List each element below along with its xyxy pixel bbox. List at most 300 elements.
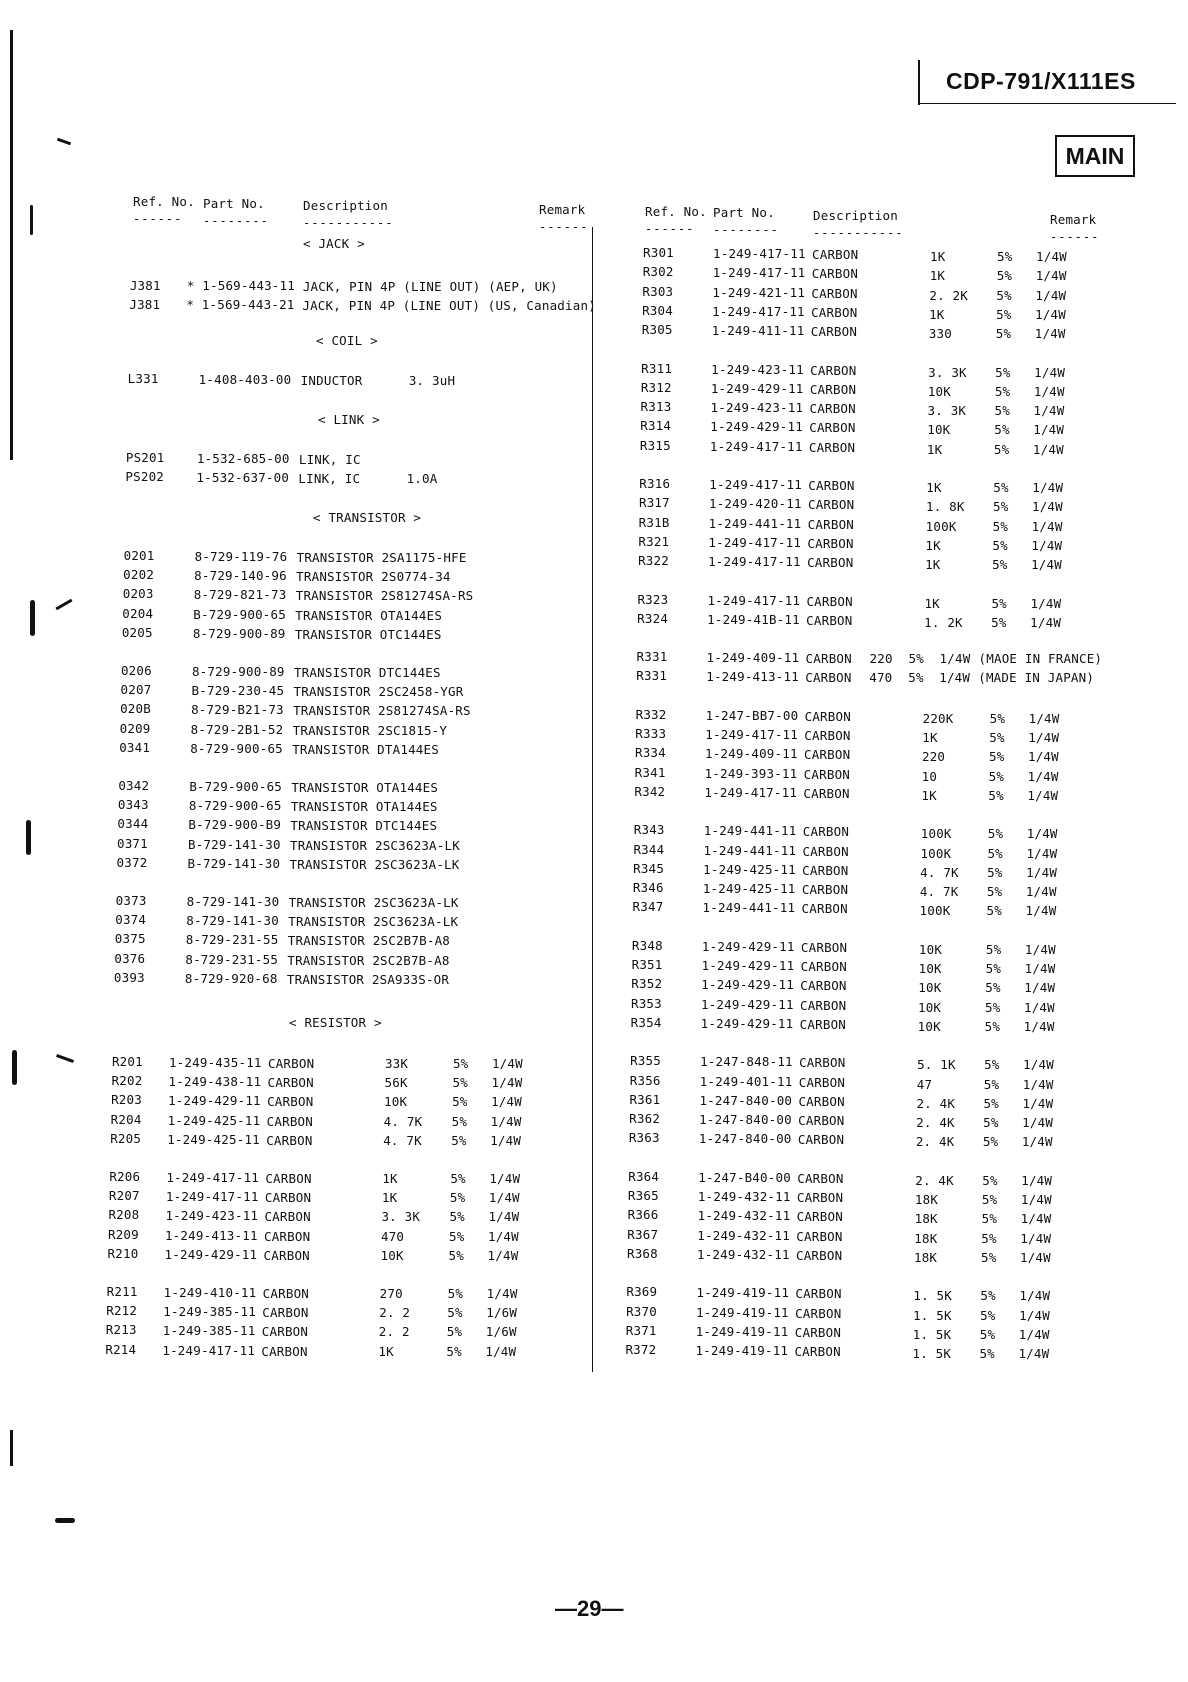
part-no: 1-249-417-11: [709, 438, 803, 454]
scan-mark: [30, 600, 35, 636]
tolerance: 5%: [450, 1171, 466, 1186]
wattage: 1/4W: [1035, 287, 1067, 303]
tolerance: 5%: [987, 826, 1004, 842]
ref-no: 0342: [118, 778, 150, 793]
ref-no: R209: [107, 1226, 139, 1242]
description: CARBON: [806, 612, 853, 628]
tolerance: 5%: [984, 1057, 1000, 1073]
ref-no: R365: [627, 1188, 659, 1203]
part-no: 8-729-141-30: [186, 894, 280, 909]
ref-no: PS201: [125, 450, 165, 465]
resistor-value: 100K: [925, 518, 957, 534]
tolerance: 5%: [979, 1346, 995, 1362]
description: CARBON: [265, 1171, 312, 1186]
group-heading: < TRANSISTOR >: [313, 510, 422, 525]
description: TRANSISTOR 2SC2458-YGR: [293, 684, 464, 700]
part-no: 8-729-900-89: [191, 664, 285, 679]
part-no: B-729-141-30: [187, 855, 281, 871]
resistor-value: 1. 5K: [913, 1288, 952, 1304]
wattage: 1/4W: [1028, 710, 1060, 726]
ref-no: R362: [629, 1111, 661, 1127]
description: CARBON: [794, 1344, 841, 1360]
tolerance: 5%: [988, 768, 1005, 784]
model-number: CDP-791/X111ES: [946, 68, 1136, 94]
tolerance: 5%: [988, 787, 1004, 803]
part-no: 1-249-429-11: [700, 996, 794, 1012]
wattage: 1/6W: [485, 1324, 517, 1340]
description: CARBON: [264, 1209, 311, 1225]
ref-no: R302: [642, 264, 674, 280]
resistor-value: 1K: [921, 787, 937, 803]
part-no: 1-249-393-11: [704, 765, 798, 781]
part-no: 1-249-441-11: [702, 900, 796, 916]
resistor-value: 1K: [382, 1171, 398, 1186]
part-no: 1-249-425-11: [702, 881, 796, 897]
resistor-value: 220: [869, 651, 893, 667]
resistor-value: 18K: [914, 1230, 938, 1246]
group-heading: < RESISTOR >: [289, 1015, 382, 1030]
ref-no: 0205: [121, 624, 153, 640]
ref-no: R348: [631, 937, 663, 953]
part-no: * 1-569-443-21: [186, 297, 295, 313]
wattage: 1/4W: [487, 1247, 519, 1263]
left-header-underline: -----------: [303, 216, 394, 230]
description: CARBON: [801, 901, 848, 917]
part-no: 1-249-421-11: [712, 284, 806, 300]
part-no: B-729-141-30: [187, 836, 281, 852]
description: CARBON: [804, 728, 851, 743]
right-header-underline: ------: [645, 222, 695, 236]
resistor-value: 4. 7K: [920, 864, 959, 880]
ref-no: 0201: [123, 548, 155, 563]
part-no: 1-247-B40-00: [698, 1169, 791, 1185]
tolerance: 5%: [996, 287, 1012, 303]
tolerance: 5%: [981, 1211, 998, 1227]
description: CARBON: [799, 1016, 847, 1032]
part-no: 1-249-423-11: [710, 400, 804, 416]
ref-no: R352: [631, 976, 663, 992]
part-no: 1-249-413-11: [706, 669, 799, 685]
resistor-value: 4. 7K: [919, 884, 959, 900]
resistor-value: 1K: [924, 595, 940, 611]
part-no: 8-729-231-55: [185, 932, 279, 948]
part-no: 8-729-900-65: [190, 740, 283, 756]
wattage: 1/4W: [490, 1132, 522, 1148]
ref-no: R331: [636, 668, 668, 684]
tolerance: 5%: [987, 845, 1003, 861]
wattage: 1/4W: [1027, 787, 1059, 803]
resistor-value: 1K: [929, 268, 946, 284]
tolerance: 5%: [451, 1113, 468, 1129]
wattage: 1/6W: [486, 1305, 518, 1321]
part-no: 1-249-432-11: [696, 1246, 790, 1262]
scan-edge-mark: [10, 30, 13, 460]
header-rule: [918, 60, 920, 105]
tolerance: 5%: [995, 326, 1012, 342]
ref-no: R341: [634, 764, 666, 780]
description: CARBON: [802, 843, 849, 859]
part-no: 8-729-119-76: [194, 549, 288, 564]
ref-no: 0393: [113, 969, 145, 985]
description: TRANSISTOR OTA144ES: [291, 780, 439, 795]
tolerance: 5%: [982, 1172, 998, 1188]
wattage: 1/4W: [1030, 614, 1062, 630]
resistor-value: 2. 2: [378, 1324, 410, 1340]
ref-no: R334: [634, 745, 666, 761]
wattage: 1/4W: [1031, 499, 1063, 515]
wattage: 1/4W: [1028, 730, 1060, 745]
ref-no: 0203: [122, 586, 154, 602]
resistor-value: 2. 2: [379, 1305, 411, 1321]
resistor-value: 10K: [918, 961, 942, 976]
resistor-value: 1K: [925, 557, 941, 573]
ref-no: 0371: [116, 835, 148, 851]
wattage: 1/4W: [939, 670, 971, 686]
description: CARBON: [811, 285, 858, 301]
ref-no: R346: [632, 880, 664, 896]
description: LINK, IC: [298, 452, 361, 467]
tolerance: 5%: [985, 941, 1002, 957]
wattage: 1/4W: [1019, 1288, 1051, 1304]
description: TRANSISTOR 2SC1815-Y: [292, 722, 448, 738]
resistor-value: 10K: [918, 980, 942, 996]
ref-no: 0341: [119, 739, 151, 755]
description: CARBON: [266, 1132, 313, 1148]
part-no: 1-249-425-11: [703, 861, 796, 877]
ref-no: R351: [631, 957, 663, 972]
tolerance: 5%: [449, 1209, 465, 1225]
tolerance: 5%: [981, 1230, 997, 1246]
wattage: 1/4W: [1022, 1095, 1054, 1111]
right-header-remark: Remark: [1050, 212, 1097, 227]
part-no: 1-249-417-11: [712, 265, 806, 281]
resistor-value: 2. 4K: [915, 1134, 955, 1150]
tolerance: 5%: [446, 1343, 462, 1359]
part-no: 1-249-429-11: [701, 938, 795, 954]
left-header-underline: ------: [133, 212, 183, 226]
tolerance: 5%: [447, 1286, 464, 1301]
tolerance: 5%: [984, 1018, 1001, 1034]
part-no: 1-249-417-11: [704, 784, 798, 800]
part-no: 1-249-435-11: [168, 1055, 262, 1070]
wattage: 1/4W: [1036, 249, 1067, 264]
ref-no: R31B: [638, 514, 670, 530]
part-no: B-729-900-B9: [188, 817, 282, 833]
description: JACK, PIN 4P (LINE OUT) (AEP, UK): [302, 279, 558, 294]
part-no: 1-249-417-11: [708, 554, 801, 570]
wattage: 1/4W: [1032, 480, 1064, 495]
part-no: 1-249-409-11: [706, 650, 800, 666]
ref-no: PS202: [125, 469, 165, 485]
description: TRANSISTOR OTC144ES: [294, 626, 442, 642]
description: CARBON: [796, 1209, 843, 1225]
ref-no: 0202: [123, 567, 155, 583]
resistor-value: 10K: [917, 1018, 941, 1034]
part-no: 8-729-231-55: [185, 951, 279, 967]
wattage: 1/4W: [1021, 1172, 1053, 1188]
part-no: 8-729-140-96: [194, 568, 287, 584]
ref-no: R322: [638, 553, 669, 569]
resistor-value: 1K: [381, 1190, 398, 1206]
ref-no: 0209: [119, 720, 151, 736]
tolerance: 5%: [992, 518, 1009, 534]
part-no: B-729-900-65: [193, 606, 286, 622]
description: INDUCTOR 3. 3uH: [300, 373, 456, 388]
part-no: 1-249-401-11: [699, 1073, 793, 1089]
ref-no: R208: [108, 1207, 140, 1223]
ref-no: R323: [637, 591, 669, 607]
description: CARBON: [805, 651, 852, 667]
ref-no: R316: [639, 476, 671, 491]
part-no: 1-249-429-11: [710, 380, 804, 396]
resistor-value: 100K: [920, 845, 952, 861]
resistor-value: 10K: [927, 383, 952, 399]
tolerance: 5%: [452, 1094, 468, 1110]
ref-no: R314: [640, 418, 672, 434]
description: CARBON: [810, 324, 858, 340]
scan-mark: [55, 599, 72, 611]
part-no: 1-249-429-11: [164, 1246, 258, 1262]
part-no: 1-247-BB7-00: [705, 707, 799, 723]
section-label-box: [1055, 135, 1135, 177]
tolerance: 5%: [979, 1326, 996, 1342]
resistor-value: 270: [379, 1286, 403, 1301]
resistor-value: 18K: [914, 1192, 939, 1207]
ref-no: 0206: [120, 663, 152, 678]
ref-no: R332: [635, 706, 667, 722]
description: CARBON: [807, 555, 854, 571]
ref-no: R371: [625, 1322, 657, 1338]
description: CARBON: [809, 420, 856, 436]
part-no: 1-249-417-11: [713, 246, 806, 261]
resistor-value: 10: [921, 768, 938, 784]
part-no: 8-729-2B1-52: [190, 721, 284, 737]
ref-no: 0374: [115, 912, 147, 928]
part-no: 1-532-637-00: [196, 470, 290, 486]
ref-no: R313: [640, 399, 672, 415]
tolerance: 5%: [993, 441, 1010, 457]
tolerance: 5%: [452, 1075, 468, 1091]
part-no: 1-249-417-11: [162, 1342, 256, 1358]
resistor-value: 4. 7K: [383, 1132, 422, 1148]
right-header-ref: Ref. No.: [645, 204, 707, 219]
remark: (MADE IN JAPAN): [978, 670, 1095, 686]
resistor-value: 330: [928, 326, 952, 342]
part-no: 1-249-419-11: [696, 1304, 789, 1320]
wattage: 1/4W: [939, 651, 971, 667]
part-no: 1-249-41B-11: [707, 611, 800, 627]
part-no: 8-729-B21-73: [191, 702, 284, 718]
description: CARBON: [795, 1247, 843, 1263]
resistor-value: 4. 7K: [383, 1113, 423, 1129]
ref-no: R303: [642, 283, 674, 299]
description: CARBON: [261, 1343, 308, 1359]
wattage: 1/4W: [1024, 961, 1056, 976]
part-no: 1-249-417-11: [165, 1189, 259, 1205]
part-no: 1-249-419-11: [695, 1343, 789, 1359]
wattage: 1/4W: [1026, 845, 1058, 861]
ref-no: R343: [633, 822, 665, 838]
description: CARBON: [799, 1055, 846, 1071]
ref-no: J381: [129, 278, 161, 293]
resistor-value: 47: [916, 1076, 933, 1092]
ref-no: R311: [641, 360, 673, 376]
description: CARBON: [798, 1074, 846, 1090]
left-header-underline: ------: [539, 220, 589, 234]
wattage: 1/4W: [1019, 1307, 1050, 1323]
part-no: 8-729-920-68: [184, 970, 278, 986]
description: TRANSISTOR 2SC3623A-LK: [289, 856, 460, 872]
ref-no: R204: [110, 1111, 142, 1127]
resistor-value: 3. 3K: [381, 1209, 421, 1225]
resistor-value: 1K: [922, 730, 938, 745]
description: TRANSISTOR 2SC2B7B-A8: [287, 933, 451, 949]
tolerance: 5%: [991, 595, 1007, 611]
tolerance: 5%: [983, 1095, 999, 1111]
description: TRANSISTOR 2S0774-34: [296, 569, 451, 585]
part-no: 1-249-441-11: [703, 823, 797, 839]
description: TRANSISTOR 2S81274SA-RS: [293, 703, 471, 719]
header-underline: [918, 103, 1176, 104]
description: TRANSISTOR 2S81274SA-RS: [295, 588, 474, 604]
ref-no: 0372: [116, 854, 148, 870]
ref-no: R333: [635, 726, 667, 741]
description: CARBON: [262, 1286, 310, 1301]
wattage: 1/4W: [1026, 864, 1058, 880]
description: TRANSISTOR 2SC3623A-LK: [288, 895, 459, 910]
resistor-value: 100K: [920, 826, 952, 842]
resistor-value: 10K: [384, 1094, 408, 1110]
part-no: 1-247-840-00: [699, 1112, 792, 1128]
part-no: 1-408-403-00: [198, 372, 292, 387]
wattage: 1/4W: [1023, 1057, 1054, 1073]
wattage: 1/4W: [1023, 999, 1055, 1015]
ref-no: R353: [630, 995, 662, 1011]
ref-no: 0207: [120, 682, 152, 698]
wattage: 1/4W: [1018, 1346, 1050, 1362]
resistor-value: 1. 2K: [924, 614, 963, 630]
description: CARBON: [808, 478, 855, 493]
ref-no: R344: [633, 841, 665, 857]
description: CARBON: [802, 824, 850, 840]
ref-no: R213: [105, 1322, 137, 1338]
description: CARBON: [811, 304, 858, 320]
part-no: 1-249-425-11: [167, 1112, 261, 1128]
ref-no: R367: [627, 1226, 659, 1242]
resistor-value: 2. 4K: [916, 1115, 955, 1131]
ref-no: R345: [633, 860, 665, 876]
ref-no: L331: [127, 371, 159, 386]
wattage: 1/4W: [1034, 364, 1066, 380]
ref-no: R355: [630, 1053, 661, 1069]
wattage: 1/4W: [1020, 1211, 1052, 1227]
ref-no: R210: [107, 1245, 139, 1261]
description: CARBON: [808, 439, 856, 455]
tolerance: 5%: [997, 249, 1013, 264]
resistor-value: 1K: [926, 480, 942, 495]
ref-no: 0344: [117, 816, 149, 832]
ref-no: R368: [626, 1245, 658, 1261]
tolerance: 5%: [992, 557, 1008, 573]
resistor-value: 1K: [929, 306, 945, 322]
description: CARBON: [800, 959, 847, 974]
part-no: 1-249-417-11: [709, 477, 803, 492]
description: CARBON: [805, 670, 852, 686]
resistor-value: 100K: [919, 903, 951, 919]
remark: (MAOE IN FRANCE): [978, 651, 1103, 667]
description: CARBON: [798, 1093, 845, 1109]
description: CARBON: [797, 1170, 844, 1186]
description: CARBON: [795, 1286, 842, 1302]
description: JACK, PIN 4P (LINE OUT) (US, Canadian): [302, 298, 596, 314]
wattage: 1/4W: [491, 1056, 523, 1071]
wattage: 1/4W: [487, 1228, 519, 1244]
description: CARBON: [796, 1228, 843, 1244]
wattage: 1/4W: [1019, 1249, 1051, 1265]
ref-no: R206: [109, 1169, 141, 1184]
resistor-value: 1. 5K: [912, 1326, 952, 1342]
wattage: 1/4W: [1022, 1115, 1054, 1131]
description: CARBON: [810, 362, 857, 378]
part-no: 1-249-432-11: [697, 1227, 790, 1243]
wattage: 1/4W: [488, 1209, 520, 1225]
resistor-value: 1K: [378, 1343, 394, 1359]
tolerance: 5%: [982, 1134, 999, 1150]
ref-no: R214: [105, 1341, 137, 1357]
description: CARBON: [267, 1094, 314, 1110]
ref-no: R363: [628, 1130, 660, 1146]
description: CARBON: [796, 1190, 844, 1205]
scan-mark: [57, 138, 71, 146]
part-no: 1-249-417-11: [707, 592, 801, 608]
resistor-value: 1K: [925, 537, 941, 553]
tolerance: 5%: [994, 403, 1010, 419]
description: TRANSISTOR 2SC3623A-LK: [289, 837, 460, 853]
description: LINK, IC 1.0A: [298, 471, 438, 487]
tolerance: 5%: [994, 422, 1010, 438]
tolerance: 5%: [448, 1247, 464, 1263]
description: CARBON: [809, 381, 857, 397]
part-no: 8-729-141-30: [186, 913, 279, 929]
part-no: 1-247-848-11: [700, 1054, 793, 1070]
resistor-value: 18K: [914, 1211, 938, 1227]
section-label: MAIN: [1065, 142, 1125, 169]
tolerance: 5%: [446, 1324, 463, 1340]
wattage: 1/4W: [489, 1171, 521, 1186]
description: CARBON: [794, 1324, 842, 1340]
part-no: * 1-569-443-11: [186, 278, 295, 293]
part-no: 8-729-821-73: [193, 587, 287, 603]
wattage: 1/4W: [1021, 1134, 1053, 1150]
resistor-value: 1. 8K: [925, 499, 965, 515]
description: CARBON: [267, 1075, 314, 1091]
resistor-value: 1. 5K: [913, 1307, 952, 1323]
part-no: 1-249-417-11: [705, 727, 799, 742]
tolerance: 5%: [984, 999, 1001, 1015]
description: CARBON: [799, 997, 847, 1013]
part-no: B-729-900-65: [189, 779, 283, 794]
wattage: 1/4W: [1022, 1076, 1054, 1092]
description: TRANSISTOR DTC144ES: [290, 818, 438, 834]
part-no: 1-249-441-11: [708, 515, 802, 531]
description: TRANSISTOR 2SC3623A-LK: [288, 914, 459, 930]
ref-no: 0373: [115, 893, 147, 908]
tolerance: 5%: [989, 710, 1006, 726]
resistor-value: 33K: [384, 1056, 409, 1071]
scan-mark: [55, 1518, 75, 1523]
ref-no: R321: [638, 533, 670, 549]
description: TRANSISTOR DTC144ES: [293, 665, 441, 680]
